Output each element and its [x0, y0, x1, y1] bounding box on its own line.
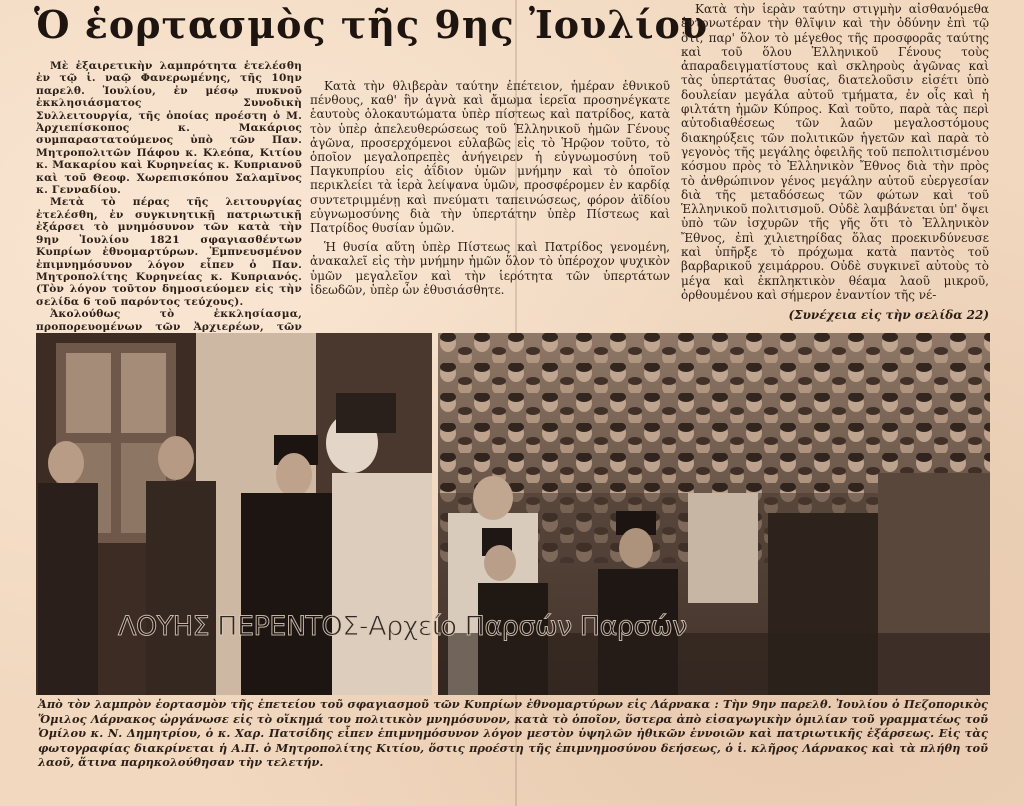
column2-paragraph-1: Κατὰ τὴν θλιβερὰν ταύτην ἐπέτειον, ἡμέραν ἐθνικοῦ πένθους, καθ' ἣν ἁγνὰ καὶ ἄμωμα ἱερεῖα προσηνέγκατε ἑαυτοὺς ὁλοκαυτώματα ὑπὲρ πίστεως καὶ πατρίδος, κατὰ τὸν ὑπὲρ ἀπελευθερώσεως τοῦ Ἑλληνικοῦ ἡμῶν Γένους ἀγῶνα, προσερχόμενοι εὐλαβῶς εἰς τὸ Ἡρῷον τοῦτο, τὸ ὁποῖον μεγαλοπρεπὲς ἀνήγειρεν ἡ εὐγνωμοσύνη τοῦ Παγκυπρίου εἰς ἀΐδιον ὑμῶν μνήμην καὶ τὸ ὁποῖον περικλείει τὰ ἱερὰ λείψανα ὑμῶν, προσφέρομεν ἐν καρδίᾳ συντετριμμένῃ καὶ πνεύματι ταπεινώσεως, φόρον ἀϊδίου εὐγνωμοσύνης διὰ τὴν ὑπερτάτην ὑπὲρ Πίστεως καὶ Πατρίδος θυσίαν ὑμῶν. [310, 79, 670, 236]
photo-caption: Ἀπὸ τὸν λαμπρὸν ἑορτασμὸν τῆς ἐπετείου τοῦ σφαγιασμοῦ τῶν Κυπρίων ἐθνομαρτύρων εἰς Λάρνακα : Τὴν 9ην παρελθ. Ἰουλίου ὁ Πεζοπορικὸς Ὅμιλος Λάρνακος ὠργάνωσε εἰς τὸ οἴκημά του πολιτικὸν μνημόσυνον, κατὰ τὸ ὁποῖον, ὕστερα ἀπὸ εἰσαγωγικὴν ὁμιλίαν τοῦ γραμματέως τοῦ Ὁμίλου κ. Ν. Δημητρίου, ὁ κ. Χαρ. Πατσίδης εἶπεν ἐπιμνημόσυνον λόγον μεστὸν ὑψηλῶν ἠθικῶν ἐννοιῶν καὶ πατριωτικῆς ἐξάρσεως. Εἰς τὰς φωτογραφίας διακρίνεται ἡ Α.Π. ὁ Μητροπολίτης Κιτίου, ὅστις προέστη τῆς ἐπιμνημοσύνου δεήσεως, ὁ ἱ. κλῆρος Λάρνακος καὶ τὰ πλήθη τοῦ λαοῦ, ἅτινα παρηκολούθησαν τὴν τελετήν. [38, 697, 988, 769]
column2-paragraph-2: Ἡ θυσία αὕτη ὑπὲρ Πίστεως καὶ Πατρίδος γενομένη, ἀνακαλεῖ εἰς τὴν μνήμην ἡμῶν ὅλον τὸ ὑπέροχον ψυχικὸν ὑμῶν μεγαλεῖον καὶ τὴν ἱερότητα τῶν ὑπερτάτων ἰδεωδῶν, ὑπὲρ ὧν ἐθυσιάσθητε. [310, 240, 670, 297]
column3-paragraph: Κατὰ τὴν ἱερὰν ταύτην στιγμὴν αἰσθανόμεθα ἐντονωτέραν τὴν θλῖψιν καὶ τὴν ὀδύνην ἐπὶ τῷ ὅτι, παρ' ὅλον τὸ μέγεθος τῆς προσφορᾶς ταύτης καὶ τοῦ ὅλου Ἑλληνικοῦ Γένους τοὺς ἀπαραδειγματίστους καὶ σκληροὺς ἀγῶνας καὶ τὰς ὑπερτάτας θυσίας, διατελοῦσιν εἰσέτι ὑπὸ δουλείαν μεγάλα αὐτοῦ τμήματα, ἐν οἷς καὶ ἡ φιλτάτη ἡμῶν Κύπρος. Καὶ τοῦτο, παρὰ τὰς περὶ αὐτοδιαθέσεως τῶν λαῶν μεγαλοστόμους διακηρύξεις τῶν πολιτικῶν ἡγετῶν καὶ παρὰ τὸ γεγονὸς τῆς μεγάλης ὀφειλῆς τοῦ πεπολιτισμένου κόσμου πρὸς τὸ Ἑλληνικὸν Ἔθνος διὰ τὴν πρὸς τὸ ἀνθρώπινον γένος μεγάλην αὐτοῦ εὐεργεσίαν διὰ τῆς μεταδόσεως τῶν φώτων καὶ τοῦ Ἑλληνικοῦ πολιτισμοῦ. Οὐδὲ λαμβάνεται ὑπ' ὄψει ὑπὸ τῶν ἰσχυρῶν τῆς γῆς ὅτι τὸ Ἑλληνικὸν Ἔθνος, ἐπὶ χιλιετηρίδας ὅλας προεκινδύνευσε καὶ ὑπῆρξε τὸ πρόχωμα κατὰ παντὸς τοῦ βαρβαρικοῦ χειμάρρου. Οὐδὲ συγκινεῖ αὐτοὺς τὸ μέγα καὶ ἐκπληκτικὸν θέαμα λαοῦ μικροῦ, ὀρθουμένου καὶ σήμερον ἐναντίον τῆς νέ- [681, 2, 989, 302]
article-column-1 [36, 60, 302, 333]
column1-paragraph-3: Ἀκολούθως τὸ ἐκκλησίασμα, προπορευομένων τῶν Ἀρχιερέων, τῶν [36, 308, 302, 333]
article-column-2 [310, 79, 670, 325]
continued-on-page-note: (Συνέχεια εἰς τὴν σελίδα 22) [788, 308, 989, 322]
column1-paragraph-2: Μετὰ τὸ πέρας τῆς λειτουργίας ἐτελέσθη, ἐν συγκινητικῇ πατριωτικῇ ἐξάρσει τὸ μνημόσυνον τῶν κατὰ τὴν 9ην Ἰουλίου 1821 σφαγιασθέντων Κυπρίων ἐθνομαρτύρων. Ἐμπνευσμένον ἐπιμνημόσυνον λόγον εἶπεν ὁ Παν. Μητροπολίτης Κυρηνείας κ. Κυπριανός. (Τὸν λόγον τοῦτον δημοσιεύομεν εἰς τὴν σελίδα 6 τοῦ παρόντος τεύχους). [36, 196, 302, 308]
article-column-3 [681, 2, 989, 308]
archive-watermark: ΛΟΥΗΣ ΠΕΡΕΝΤΟΣ-Αρχείο Παρσών Παρσών [118, 611, 687, 642]
column1-paragraph-1: Μὲ ἐξαιρετικὴν λαμπρότητα ἐτελέσθη ἐν τῷ ἱ. ναῷ Φανερωμένης, τῆς 10ην παρελθ. Ἰουλίου, ἐν μέσῳ πυκνοῦ ἐκκλησιάσματος Συνοδικὴ Συλλειτουργία, τῆς ὁποίας προέστη ὁ Μ. Ἀρχιεπίσκοπος κ. Μακάριος συμπαραστατούμενος ὑπὸ τῶν Παν. Μητροπολιτῶν Πάφου κ. Κλεόπα, Κιτίου κ. Μακαρίου καὶ Κυρηνείας κ. Κυπριανοῦ καὶ τοῦ Θεοφ. Χωρεπισκόπου Σαλαμῖνος κ. Γενναδίου. [36, 60, 302, 197]
article-headline: Ὁ ἑορτασμὸς τῆς 9ης Ἰουλίου [34, 2, 709, 47]
